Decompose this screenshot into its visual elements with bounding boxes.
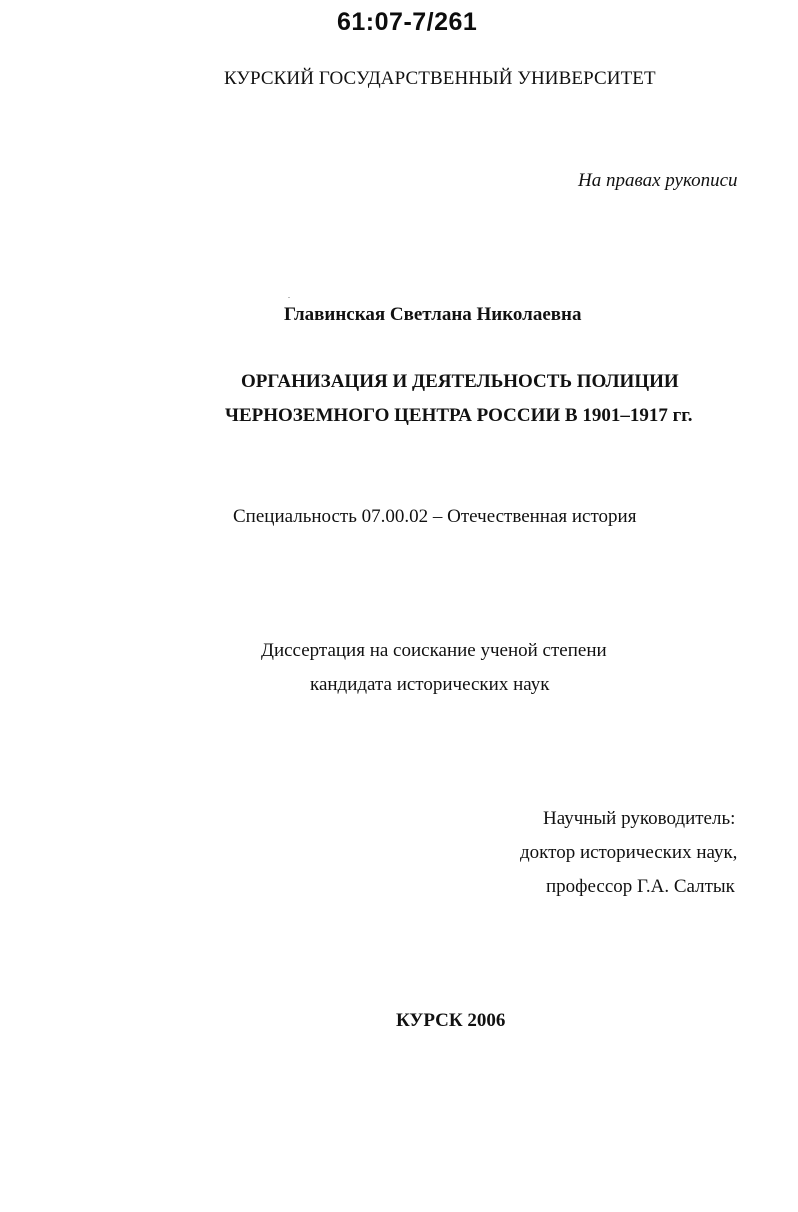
degree-line-1: Диссертация на соискание ученой степени [261, 640, 607, 661]
rights-note: На правах рукописи [578, 170, 738, 191]
advisor-name: профессор Г.А. Салтык [546, 876, 735, 897]
specialty: Специальность 07.00.02 – Отечественная история [233, 506, 637, 527]
advisor-degree: доктор исторических наук, [520, 842, 738, 863]
call-number: 61:07-7/261 [337, 8, 478, 36]
city-year: КУРСК 2006 [396, 1010, 506, 1031]
advisor-heading: Научный руководитель: [543, 808, 736, 829]
author-name: Главинская Светлана Николаевна [284, 304, 582, 325]
degree-line-2: кандидата исторических наук [310, 674, 550, 695]
university-name: КУРСКИЙ ГОСУДАРСТВЕННЫЙ УНИВЕРСИТЕТ [224, 68, 656, 89]
scan-speck [288, 297, 290, 298]
title-line-1: ОРГАНИЗАЦИЯ И ДЕЯТЕЛЬНОСТЬ ПОЛИЦИИ [241, 371, 679, 392]
title-line-2: ЧЕРНОЗЕМНОГО ЦЕНТРА РОССИИ В 1901–1917 гг. [225, 405, 693, 426]
